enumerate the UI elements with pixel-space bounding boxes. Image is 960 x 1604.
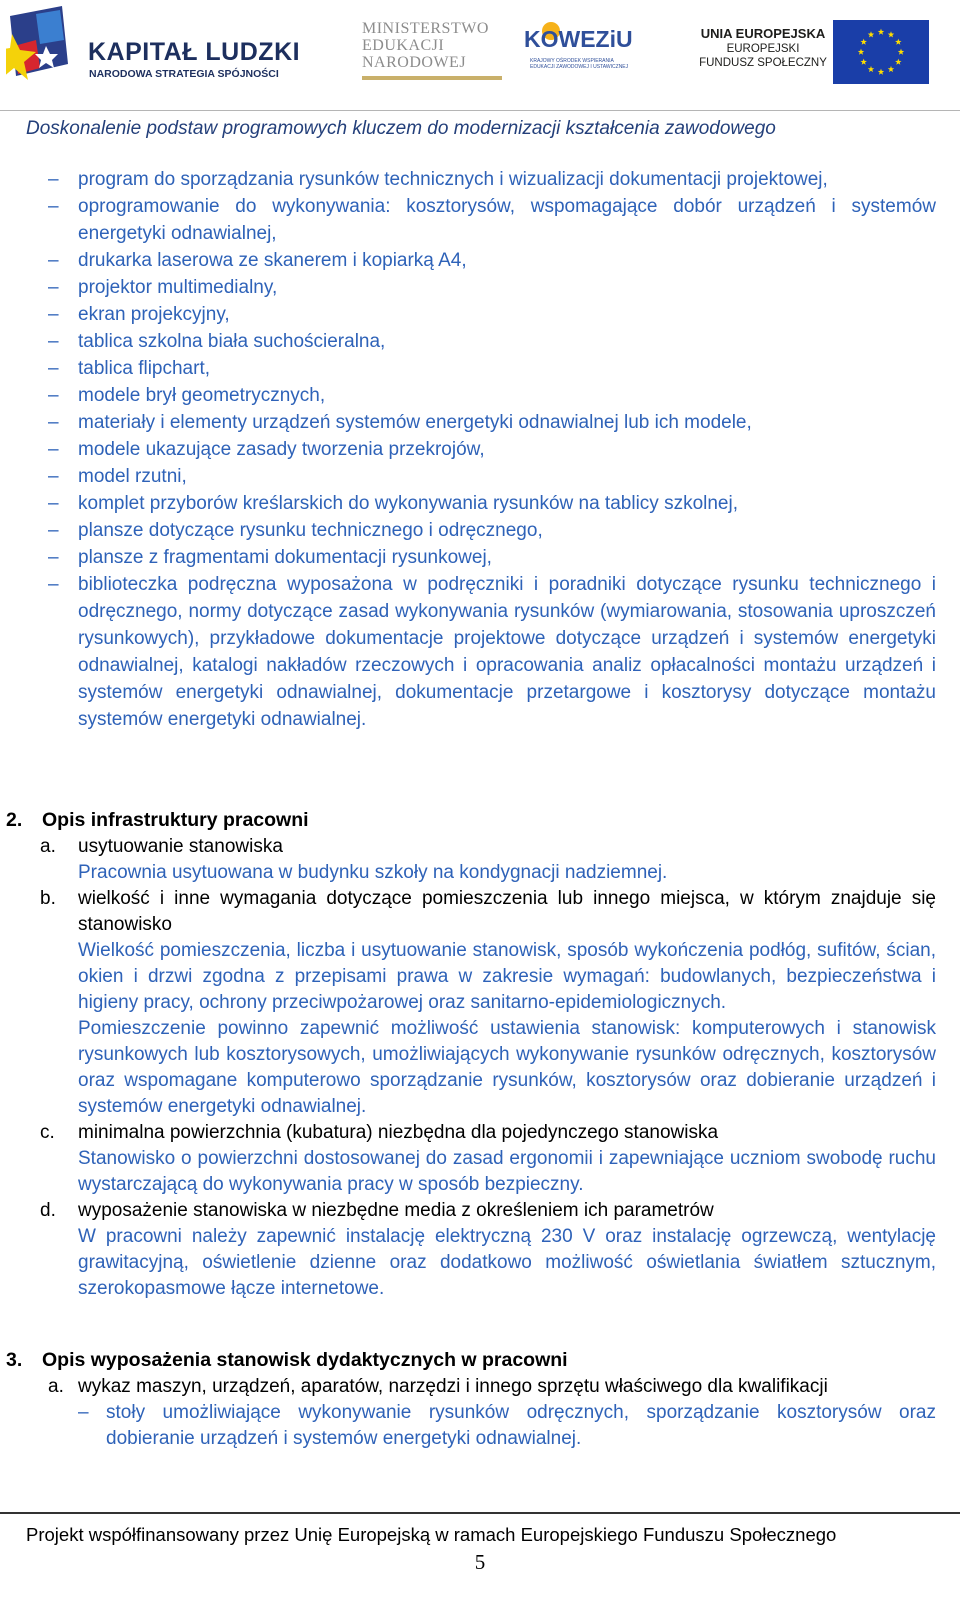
kapital-ludzki-title: KAPITAŁ LUDZKI bbox=[88, 38, 301, 66]
equipment-list-item-text: program do sporządzania rysunków technicznych i wizualizacji dokumentacji projektowej, bbox=[78, 169, 828, 190]
koweziu-subtitle bbox=[530, 58, 628, 70]
section-2c-text: Stanowisko o powierzchni dostosowanej do zasad ergonomii i zapewniające uczniom swobodę ruchu wystarczającą do wykonywania pracy w sposób bezpieczny. bbox=[78, 1148, 936, 1195]
section-2a-heading bbox=[0, 834, 960, 860]
equipment-list-item-text: plansze z fragmentami dokumentacji rysunkowej, bbox=[78, 547, 492, 568]
section-2c-title: minimalna powierzchnia (kubatura) niezbędna dla pojedynczego stanowiska bbox=[78, 1122, 719, 1143]
eu-logo-line-1: UNIA EUROPEJSKA bbox=[700, 26, 826, 41]
koweziu-logo bbox=[524, 18, 644, 82]
section-3-title: Opis wyposażenia stanowisk dydaktycznych w pracowni bbox=[42, 1349, 568, 1371]
list-dash-marker: – bbox=[48, 331, 59, 352]
section-3-number: 3. bbox=[6, 1349, 23, 1371]
equipment-list-item bbox=[0, 409, 960, 436]
section-2b-text-1: Wielkość pomieszczenia, liczba i usytuowanie stanowisk, sposób wykończenia podłóg, sufitów, ścian, okien i drzwi zgodna z przepisami prawa w zakresie wymagań: budowlanych, bezpieczeństwa i higieny pracy, ochrony przeciwpożarowej oraz sanitarno-epidemiologicznych. bbox=[78, 940, 936, 1013]
section-2a-text: Pracownia usytuowana w budynku szkoły na kondygnacji nadziemnej. bbox=[78, 862, 668, 883]
eu-logo bbox=[697, 18, 947, 82]
section-3a-item bbox=[0, 1400, 960, 1452]
section-2a-letter: a. bbox=[40, 836, 56, 857]
section-2-heading bbox=[0, 806, 960, 834]
equipment-list-item bbox=[0, 436, 960, 463]
section-2d-title: wyposażenie stanowiska w niezbędne media z określeniem ich parametrów bbox=[78, 1200, 714, 1221]
men-underline bbox=[362, 76, 502, 80]
koweziu-title: KOWEZiU bbox=[524, 26, 633, 52]
equipment-list-item-text: materiały i elementy urządzeń systemów energetyki odnawialnej lub ich modele, bbox=[78, 412, 752, 433]
section-2b-title: wielkość i inne wymagania dotyczące pomieszczenia lub innego miejsca, w którym znajduje się stanowisko bbox=[78, 888, 936, 935]
section-2c-heading bbox=[0, 1120, 960, 1146]
equipment-list-item-text: ekran projekcyjny, bbox=[78, 304, 230, 325]
equipment-list-item bbox=[0, 571, 960, 733]
list-dash-marker: – bbox=[48, 574, 59, 595]
section-2d-letter: d. bbox=[40, 1200, 56, 1221]
header-divider bbox=[0, 110, 960, 111]
eu-logo-text bbox=[697, 26, 829, 70]
section-3a-heading bbox=[0, 1374, 960, 1400]
section-3a-item-text: stoły umożliwiające wykonywanie rysunków odręcznych, sporządzanie kosztorysów oraz dobieranie urządzeń i systemów energetyki odnawialnej. bbox=[106, 1402, 936, 1449]
equipment-list-item bbox=[0, 355, 960, 382]
section-2a-title: usytuowanie stanowiska bbox=[78, 836, 283, 857]
list-dash-marker: – bbox=[48, 250, 59, 271]
footer-text: Projekt współfinansowany przez Unię Europejską w ramach Europejskiego Funduszu Społecznego bbox=[26, 1524, 837, 1545]
equipment-list-item-text: model rzutni, bbox=[78, 466, 187, 487]
section-3a-letter: a. bbox=[48, 1376, 64, 1397]
section-2b-text-2: Pomieszczenie powinno zapewnić możliwość ustawienia stanowisk: komputerowych i stanowisk rysunkowych lub kosztorysowych, umożliwiających wykonywanie rysunków odręcznych, kosztorysów oraz wspomagane komputerowo sporządzanie rysunków, kosztorysów oraz dobieranie urządzeń i systemów energetyki odnawialnej. bbox=[78, 1018, 936, 1117]
list-dash-marker: – bbox=[48, 277, 59, 298]
equipment-list-item bbox=[0, 247, 960, 274]
section-3-heading bbox=[0, 1346, 960, 1374]
section-2b-heading bbox=[0, 886, 960, 938]
equipment-list-item-text: drukarka laserowa ze skanerem i kopiarką A4, bbox=[78, 250, 467, 271]
section-2c-letter: c. bbox=[40, 1122, 55, 1143]
section-2d-heading bbox=[0, 1198, 960, 1224]
equipment-list-item-text: plansze dotyczące rysunku technicznego i odręcznego, bbox=[78, 520, 543, 541]
eu-logo-line-2: EUROPEJSKI bbox=[726, 43, 800, 55]
section-2d-text: W pracowni należy zapewnić instalację elektryczną 230 V oraz instalację ogrzewczą, wentylację grawitacyjną, oświetlenie dzienne oraz dodatkowo możliwość oświetlania światłem sztucznym, szerokopasmowe łącze internetowe. bbox=[78, 1226, 936, 1299]
equipment-list-item-text: projektor multimedialny, bbox=[78, 277, 278, 298]
list-dash-marker: – bbox=[48, 304, 59, 325]
section-3a-item-dash: – bbox=[78, 1402, 89, 1423]
section-3 bbox=[0, 1346, 960, 1452]
equipment-list-item bbox=[0, 463, 960, 490]
equipment-list-item-text: modele ukazujące zasady tworzenia przekrojów, bbox=[78, 439, 485, 460]
section-3a-title: wykaz maszyn, urządzeń, aparatów, narzędzi i innego sprzętu właściwego dla kwalifikacji bbox=[78, 1376, 828, 1397]
footer-divider bbox=[0, 1512, 960, 1514]
eu-logo-line-3: FUNDUSZ SPOŁECZNY bbox=[699, 57, 827, 69]
list-dash-marker: – bbox=[48, 358, 59, 379]
list-dash-marker: – bbox=[48, 520, 59, 541]
equipment-list-item bbox=[0, 490, 960, 517]
section-2b-letter: b. bbox=[40, 888, 56, 909]
koweziu-subtitle-line-2: EDUKACJI ZAWODOWEJ I USTAWICZNEJ bbox=[530, 64, 629, 70]
equipment-list-item bbox=[0, 193, 960, 247]
men-logo bbox=[362, 20, 502, 80]
list-dash-marker: – bbox=[48, 169, 59, 190]
page-header bbox=[0, 0, 960, 110]
equipment-list-item bbox=[0, 166, 960, 193]
equipment-list-item-text: oprogramowanie do wykonywania: kosztorysów, wspomagające dobór urządzeń i systemów energetyki odnawialnej, bbox=[78, 196, 936, 244]
section-2 bbox=[0, 806, 960, 1302]
equipment-list-item bbox=[0, 382, 960, 409]
list-dash-marker: – bbox=[48, 385, 59, 406]
section-2-number: 2. bbox=[6, 809, 23, 831]
list-dash-marker: – bbox=[48, 412, 59, 433]
kapital-ludzki-flag-icon bbox=[6, 6, 72, 84]
equipment-list-item-text: tablica szkolna biała suchościeralna, bbox=[78, 331, 386, 352]
koweziu-subtitle-line-1: KRAJOWY OŚRODEK WSPIERANIA bbox=[530, 58, 614, 64]
men-line-3: NARODOWEJ bbox=[362, 54, 467, 71]
equipment-list-item-text: tablica flipchart, bbox=[78, 358, 211, 379]
equipment-list bbox=[0, 166, 960, 733]
list-dash-marker: – bbox=[48, 466, 59, 487]
list-dash-marker: – bbox=[48, 493, 59, 514]
page-number: 5 bbox=[474, 1550, 486, 1574]
equipment-list-item-text: modele brył geometrycznych, bbox=[78, 385, 326, 406]
equipment-list-item bbox=[0, 544, 960, 571]
list-dash-marker: – bbox=[48, 196, 59, 217]
eu-flag-icon bbox=[833, 20, 929, 84]
equipment-list-item bbox=[0, 274, 960, 301]
equipment-list-item bbox=[0, 328, 960, 355]
list-dash-marker: – bbox=[48, 439, 59, 460]
men-line-2: EDUKACJI bbox=[362, 37, 445, 54]
main-content bbox=[0, 166, 960, 733]
equipment-list-item-text: komplet przyborów kreślarskich do wykonywania rysunków na tablicy szkolnej, bbox=[78, 493, 738, 514]
men-line-1: MINISTERSTWO bbox=[362, 20, 489, 37]
equipment-list-item-text: biblioteczka podręczna wyposażona w podręczniki i poradniki dotyczące rysunku technicznego i odręcznego, normy dotyczące zasad wykonywania rysunków (wymiarowania, stosowania uproszczeń rysunkowych), przykładowe dokumentacje projektowe dotyczące urządzeń i systemów energetyki odnawialnej, katalogi nakładów rzeczowych i opracowania analiz opłacalności montażu urządzeń i systemów energetyki odnawialnej, dokumentacje przetargowe i kosztorysy dotyczące montażu systemów energetyki odnawialnej. bbox=[78, 574, 936, 730]
equipment-list-item bbox=[0, 517, 960, 544]
list-dash-marker: – bbox=[48, 547, 59, 568]
document-subtitle: Doskonalenie podstaw programowych kluczem do modernizacji kształcenia zawodowego bbox=[26, 118, 776, 139]
kapital-ludzki-logo bbox=[6, 6, 306, 84]
section-2-title: Opis infrastruktury pracowni bbox=[42, 809, 309, 831]
kapital-ludzki-subtitle: NARODOWA STRATEGIA SPÓJNOŚCI bbox=[89, 68, 279, 80]
equipment-list-item bbox=[0, 301, 960, 328]
